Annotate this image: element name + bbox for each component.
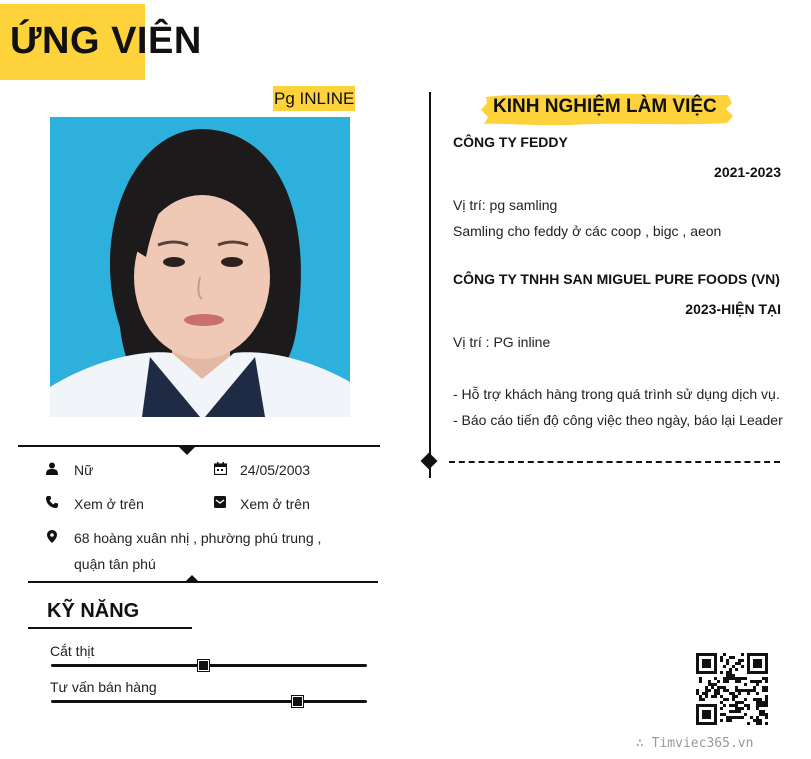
envelope-icon <box>213 495 227 509</box>
candidate-photo <box>50 117 350 417</box>
job-detail: - Báo cáo tiến độ công việc theo ngày, báo lại Leader <box>453 412 783 428</box>
timeline-line <box>429 92 431 478</box>
qr-code-icon <box>696 653 768 725</box>
skill-label: Tư vấn bán hàng <box>50 679 157 695</box>
divider-bottom <box>28 581 378 583</box>
skill-bar <box>51 700 367 703</box>
job-company: CÔNG TY FEDDY <box>453 134 568 150</box>
timeline-diamond <box>421 453 438 470</box>
job-period: 2021-2023 <box>714 164 781 180</box>
timeline-dashed-line <box>449 461 780 463</box>
skill-level-marker <box>198 660 209 671</box>
address-line-1: 68 hoàng xuân nhị , phường phú trung , <box>74 530 322 546</box>
skills-title: KỸ NĂNG <box>47 600 140 622</box>
birthdate-value: 24/05/2003 <box>240 462 311 478</box>
divider-marker <box>179 447 195 455</box>
skill-level-marker <box>292 696 303 707</box>
calendar-icon <box>213 461 227 475</box>
skill-bar <box>51 664 367 667</box>
skills-underline <box>28 627 192 629</box>
experience-title: KINH NGHIỆM LÀM VIỆC <box>493 96 717 117</box>
job-detail: - Hỗ trợ khách hàng trong quá trình sử dụng dịch vụ. <box>453 386 780 402</box>
user-icon <box>45 461 59 475</box>
phone-icon <box>45 495 59 509</box>
skill-label: Cắt thịt <box>50 643 95 659</box>
address-line-2: quận tân phú <box>74 556 156 572</box>
job-detail: Vị trí: pg samling <box>453 197 558 213</box>
job-detail: Samling cho feddy ở các coop , bigc , aeon <box>453 223 722 239</box>
gender-value: Nữ <box>74 462 94 478</box>
brand-watermark: ∴ Timviec365.vn <box>636 736 754 751</box>
job-detail: Vị trí : PG inline <box>453 334 551 350</box>
job-company: CÔNG TY TNHH SAN MIGUEL PURE FOODS (VN) <box>453 271 780 287</box>
phone-value: Xem ở trên <box>74 496 144 512</box>
position-tag: Pg INLINE <box>273 86 355 111</box>
page-title: ỨNG VIÊN <box>10 20 202 62</box>
map-pin-icon <box>45 529 59 543</box>
job-period: 2023-HIỆN TẠI <box>685 301 781 317</box>
email-value: Xem ở trên <box>240 496 310 512</box>
divider-top <box>18 445 380 447</box>
